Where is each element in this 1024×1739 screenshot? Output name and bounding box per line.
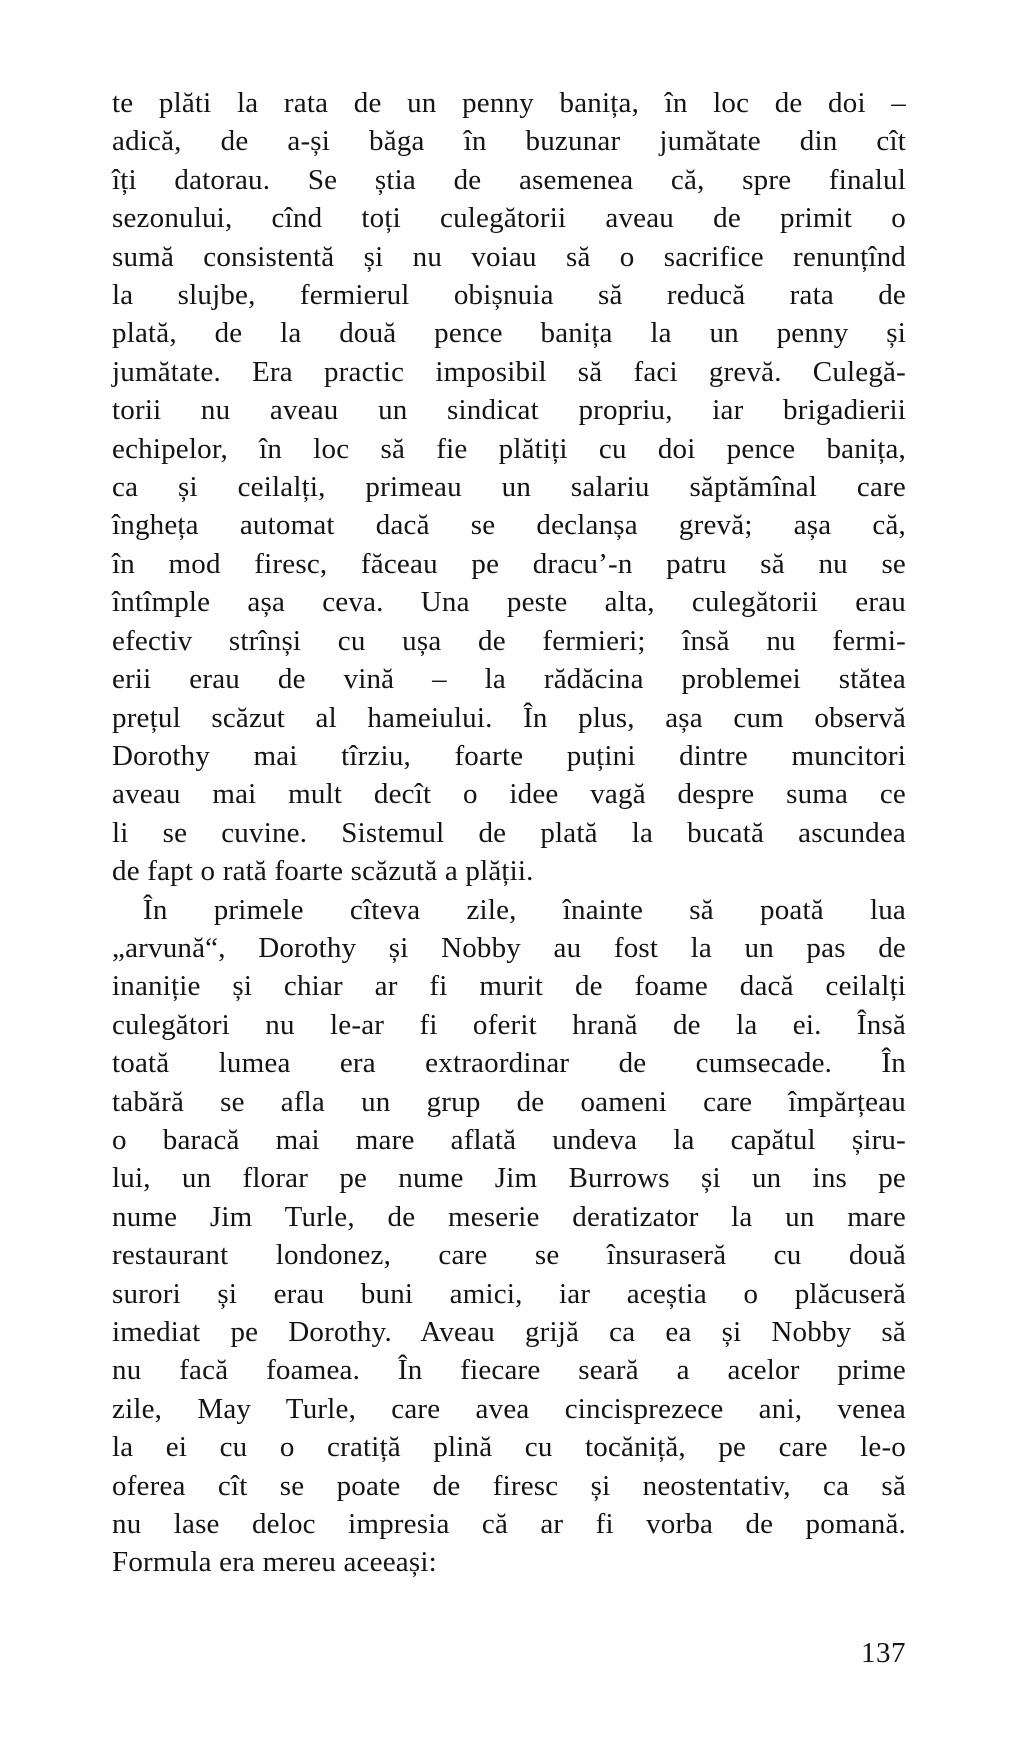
text-line: efectiv strînși cu ușa de fermieri; însă nu fermi- — [112, 624, 906, 657]
text-line: prețul scăzut al hameiului. În plus, așa cum observă — [112, 701, 906, 734]
text-line: restaurant londonez, care se însuraseră cu două — [112, 1239, 906, 1272]
page-number: 137 — [861, 1637, 906, 1669]
text-line: în mod firesc, făceau pe dracu’-n patru să nu se — [112, 547, 906, 580]
text-line: tabără se afla un grup de oameni care împărțeau — [112, 1085, 906, 1118]
text-line: Dorothy mai tîrziu, foarte puțini dintre muncitori — [112, 739, 906, 772]
text-line: imediat pe Dorothy. Aveau grijă ca ea și Nobby să — [112, 1316, 906, 1348]
text-line: nume Jim Turle, de meserie deratizator la un mare — [112, 1200, 906, 1233]
text-line: torii nu aveau un sindicat propriu, iar brigadierii — [112, 394, 906, 427]
text-line: îți datorau. Se știa de asemenea că, spre finalul — [112, 163, 906, 196]
text-line: sumă consistentă și nu voiau să o sacrifice renunțînd — [112, 240, 906, 273]
text-line: îngheța automat dacă se declanșa grevă; așa că, — [112, 509, 906, 542]
text-line: ca și ceilalți, primeau un salariu săptămînal care — [112, 471, 906, 504]
text-line: erii erau de vină – la rădăcina problemei stătea — [112, 663, 906, 696]
text-line: plată, de la două pence banița la un penny și — [112, 317, 906, 350]
text-line: oferea cît se poate de firesc și neostentativ, ca să — [112, 1469, 906, 1502]
text-line: nu lase deloc impresia că ar fi vorba de pomană. — [112, 1508, 906, 1541]
text-line: o baracă mai mare aflată undeva la capătul șiru- — [112, 1123, 906, 1156]
text-line: sezonului, cînd toți culegătorii aveau de primit o — [112, 202, 906, 235]
text-line: „arvună“, Dorothy și Nobby au fost la un pas de — [112, 931, 906, 964]
text-line: Formula era mereu aceeași: — [112, 1546, 437, 1579]
text-line: zile, May Turle, care avea cincisprezece ani, venea — [112, 1392, 906, 1425]
text-line: surori și erau buni amici, iar aceștia o plăcuseră — [112, 1277, 906, 1310]
text-line: jumătate. Era practic imposibil să faci grevă. Culegă- — [112, 355, 906, 388]
text-line: În primele cîteva zile, înainte să poată lua — [143, 893, 906, 926]
text-line: la ei cu o cratiță plină cu tocăniță, pe care le-o — [112, 1431, 906, 1464]
text-line: întîmple așa ceva. Una peste alta, culegătorii erau — [112, 586, 906, 619]
text-line: adică, de a-și băga în buzunar jumătate din cît — [112, 125, 906, 158]
text-line: aveau mai mult decît o idee vagă despre suma ce — [112, 778, 906, 811]
text-line: culegători nu le-ar fi oferit hrană de la ei. Însă — [112, 1008, 906, 1041]
text-line: nu facă foamea. În fiecare seară a acelor prime — [112, 1354, 906, 1387]
text-line: la slujbe, fermierul obișnuia să reducă rata de — [112, 279, 906, 312]
text-line: toată lumea era extraordinar de cumsecade. În — [112, 1047, 906, 1080]
text-line: te plăti la rata de un penny banița, în loc de doi – — [112, 87, 906, 119]
text-line: li se cuvine. Sistemul de plată la bucată ascundea — [112, 816, 906, 849]
text-block — [112, 84, 906, 1582]
text-line: lui, un florar pe nume Jim Burrows și un ins pe — [112, 1162, 906, 1195]
text-line: de fapt o rată foarte scăzută a plății. — [112, 855, 534, 888]
text-line: echipelor, în loc să fie plătiți cu doi pence banița, — [112, 432, 906, 465]
text-line: inaniție și chiar ar fi murit de foame dacă ceilalți — [112, 970, 906, 1003]
